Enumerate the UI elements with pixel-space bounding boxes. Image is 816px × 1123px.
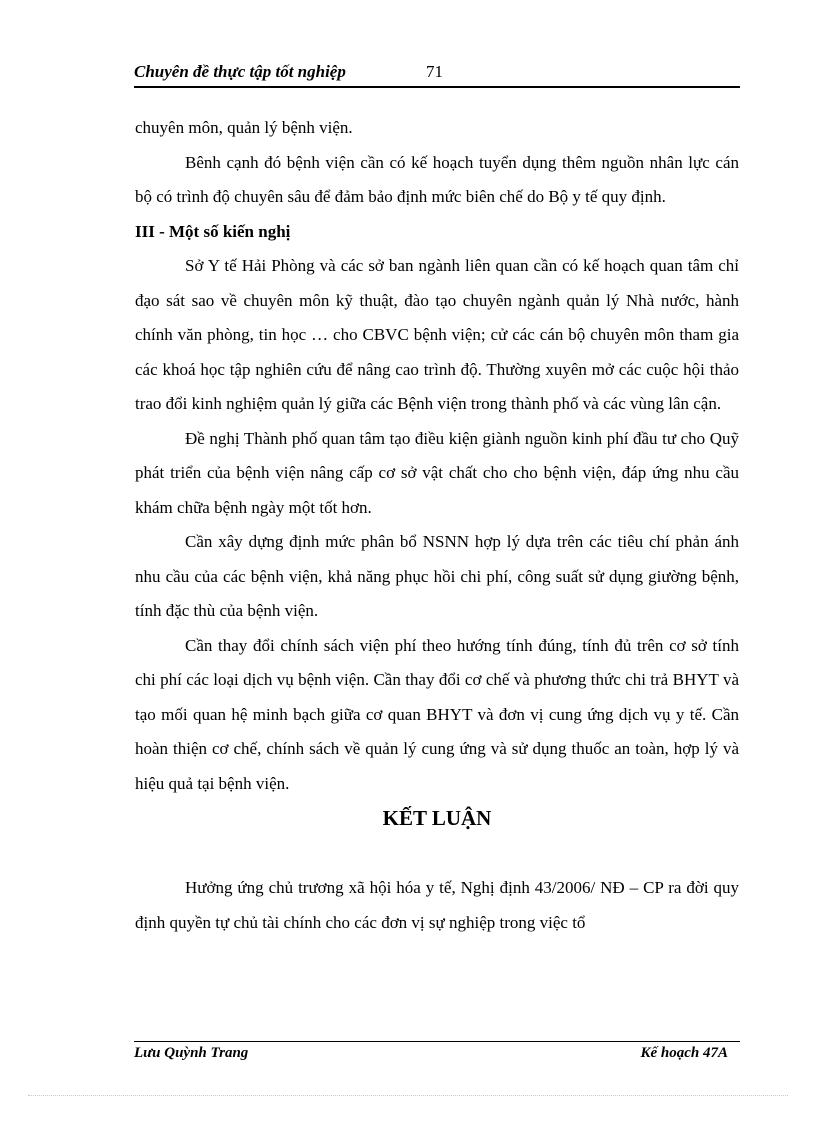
footer-author: Lưu Quỳnh Trang xyxy=(134,1045,249,1061)
header-title: Chuyên đề thực tập tốt nghiệp xyxy=(134,62,346,81)
paragraph: Hưởng ứng chủ trương xã hội hóa y tế, Nghị định 43/2006/ NĐ – CP ra đời quy định quyền tự chủ tài chính cho các đơn vị sự nghiệp trong việc tổ xyxy=(135,878,739,932)
page-bottom-divider xyxy=(28,1095,788,1096)
paragraph: Đề nghị Thành phố quan tâm tạo điều kiện giành nguồn kinh phí đầu tư cho Quỹ phát triển của bệnh viện nâng cấp cơ sở vật chất cho cho bệnh viện, đáp ứng nhu cầu khám chữa bệnh ngày một tốt hơn. xyxy=(135,428,739,517)
paragraph: Bênh cạnh đó bệnh viện cần có kế hoạch tuyển dụng thêm nguồn nhân lực cán bộ có trình độ chuyên sâu để đảm bảo định mức biên chế do Bộ y tế quy định. xyxy=(135,152,739,206)
paragraph: Cần xây dựng định mức phân bổ NSNN hợp lý dựa trên các tiêu chí phản ánh nhu cầu của các bệnh viện, khả năng phục hồi chi phí, công suất sử dụng giường bệnh, tính đặc thù của bệnh viện. xyxy=(135,532,739,620)
page-number: 71 xyxy=(426,62,443,81)
paragraph: Sở Y tế Hải Phòng và các sở ban ngành liên quan cần có kế hoạch quan tâm chỉ đạo sát sao về chuyên môn kỹ thuật, đào tạo chuyên ngành quản lý Nhà nước, hành chính văn phòng, tin học … cho CBVC bệnh viện; cử các cán bộ chuyên môn tham gia các khoá học tập nghiên cứu để nâng cao trình độ. Thường xuyên mở các cuộc hội thảo trao đổi kinh nghiệm quản lý giữa các Bệnh viện trong thành phố và các vùng lân cận. xyxy=(135,256,739,413)
page-header xyxy=(134,60,740,88)
conclusion-heading: KẾT LUẬN xyxy=(382,806,492,830)
paragraph: chuyên môn, quản lý bệnh viện. xyxy=(135,118,353,137)
page-footer xyxy=(134,1041,740,1068)
document-body xyxy=(135,111,739,940)
section-heading: III - Một số kiến nghị xyxy=(135,221,291,241)
footer-class: Kế hoạch 47A xyxy=(640,1045,728,1061)
paragraph: Cần thay đổi chính sách viện phí theo hướng tính đúng, tính đủ trên cơ sở tính chi phí các loại dịch vụ bệnh viện. Cần thay đổi cơ chế và phương thức chi trả BHYT và tạo mối quan hệ minh bạch giữa cơ quan BHYT và đơn vị cung ứng dịch vụ y tế. Cần hoàn thiện cơ chế, chính sách về quản lý cung ứng và sử dụng thuốc an toàn, hợp lý và hiệu quả tại bệnh viện. xyxy=(135,635,739,793)
